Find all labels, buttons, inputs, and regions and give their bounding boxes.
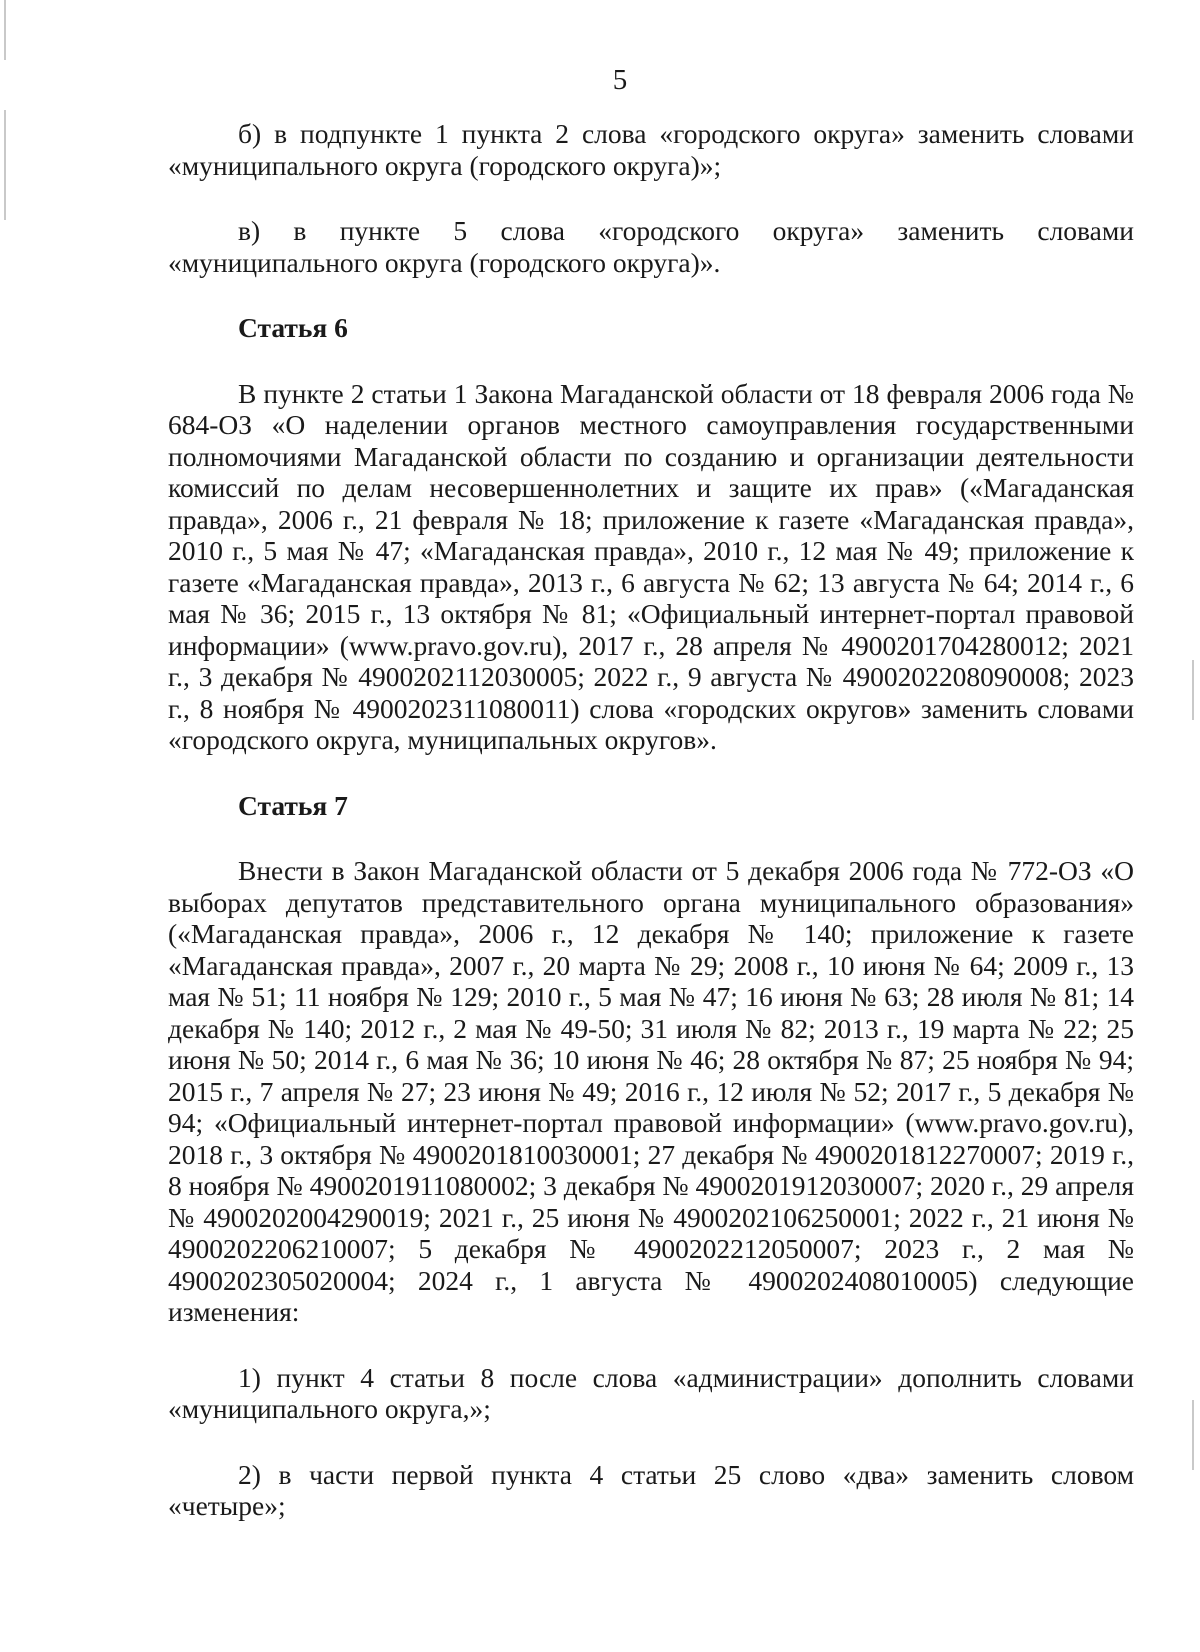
article-heading: Статья 7 bbox=[238, 789, 348, 821]
document-body bbox=[168, 118, 1134, 1556]
paragraph: в) в пункте 5 слова «городского округа» заменить словами «муниципального округа (городского округа)». bbox=[168, 215, 1134, 278]
page-number: 5 bbox=[612, 64, 628, 96]
paragraph: б) в подпункте 1 пункта 2 слова «городского округа» заменить словами «муниципального округа (городского округа)»; bbox=[168, 118, 1134, 181]
scan-edge-mark bbox=[4, 110, 6, 220]
scan-edge-mark bbox=[1192, 660, 1194, 720]
paragraph: 2) в части первой пункта 4 статьи 25 слово «два» заменить словом «четыре»; bbox=[168, 1458, 1134, 1521]
paragraph: Внести в Закон Магаданской области от 5 декабря 2006 года № 772-ОЗ «О выборах депутатов представительного органа муниципального образования» («Магаданская правда», 2006 г., 12 декабря № 140; приложение к газете «Магаданская правда», 2007 г., 20 марта № 29; 2008 г., 10 июня № 64; 2009 г., 13 мая № 51; 11 ноября № 129; 2010 г., 5 мая № 47; 16 июня № 63; 28 июля № 81; 14 декабря № 140; 2012 г., 2 мая № 49-50; 31 июля № 82; 2013 г., 19 марта № 22; 25 июня № 50; 2014 г., 6 мая № 36; 10 июня № 46; 28 октября № 87; 25 ноября № 94; 2015 г., 7 апреля № 27; 23 июня № 49; 2016 г., 12 июля № 52; 2017 г., 5 декабря № 94; «Официальный интернет-портал правовой информации» (www.pravo.gov.ru), 2018 г., 3 октября № 4900201810030001; 27 декабря № 4900201812270007; 2019 г., 8 ноября № 4900201911080002; 3 декабря № 4900201912030007; 2020 г., 29 апреля № 4900202004290019; 2021 г., 25 июня № 4900202106250001; 2022 г., 21 июня № 4900202206210007; 5 декабря № 4900202212050007; 2023 г., 2 мая № 4900202305020004; 2024 г., 1 августа № 4900202408010005) следующие изменения: bbox=[168, 855, 1134, 1327]
scan-edge-mark bbox=[1192, 1400, 1194, 1470]
scan-edge-mark bbox=[4, 0, 6, 60]
paragraph: В пункте 2 статьи 1 Закона Магаданской области от 18 февраля 2006 года № 684-ОЗ «О наделении органов местного самоуправления государственными полномочиями Магаданской области по созданию и организации деятельности комиссий по делам несовершеннолетних и защите их прав» («Магаданская правда», 2006 г., 21 февраля № 18; приложение к газете «Магаданская правда», 2010 г., 5 мая № 47; «Магаданская правда», 2010 г., 12 мая № 49; приложение к газете «Магаданская правда», 2013 г., 6 августа № 62; 13 августа № 64; 2014 г., 6 мая № 36; 2015 г., 13 октября № 81; «Официальный интернет-портал правовой информации» (www.pravo.gov.ru), 2017 г., 28 апреля № 4900201704280012; 2021 г., 3 декабря № 4900202112030005; 2022 г., 9 августа № 4900202208090008; 2023 г., 8 ноября № 4900202311080011) слова «городских округов» заменить словами «городского округа, муниципальных округов». bbox=[168, 377, 1134, 755]
paragraph: 1) пункт 4 статьи 8 после слова «администрации» дополнить словами «муниципального округа,»; bbox=[168, 1361, 1134, 1424]
article-heading: Статья 6 bbox=[238, 312, 348, 343]
